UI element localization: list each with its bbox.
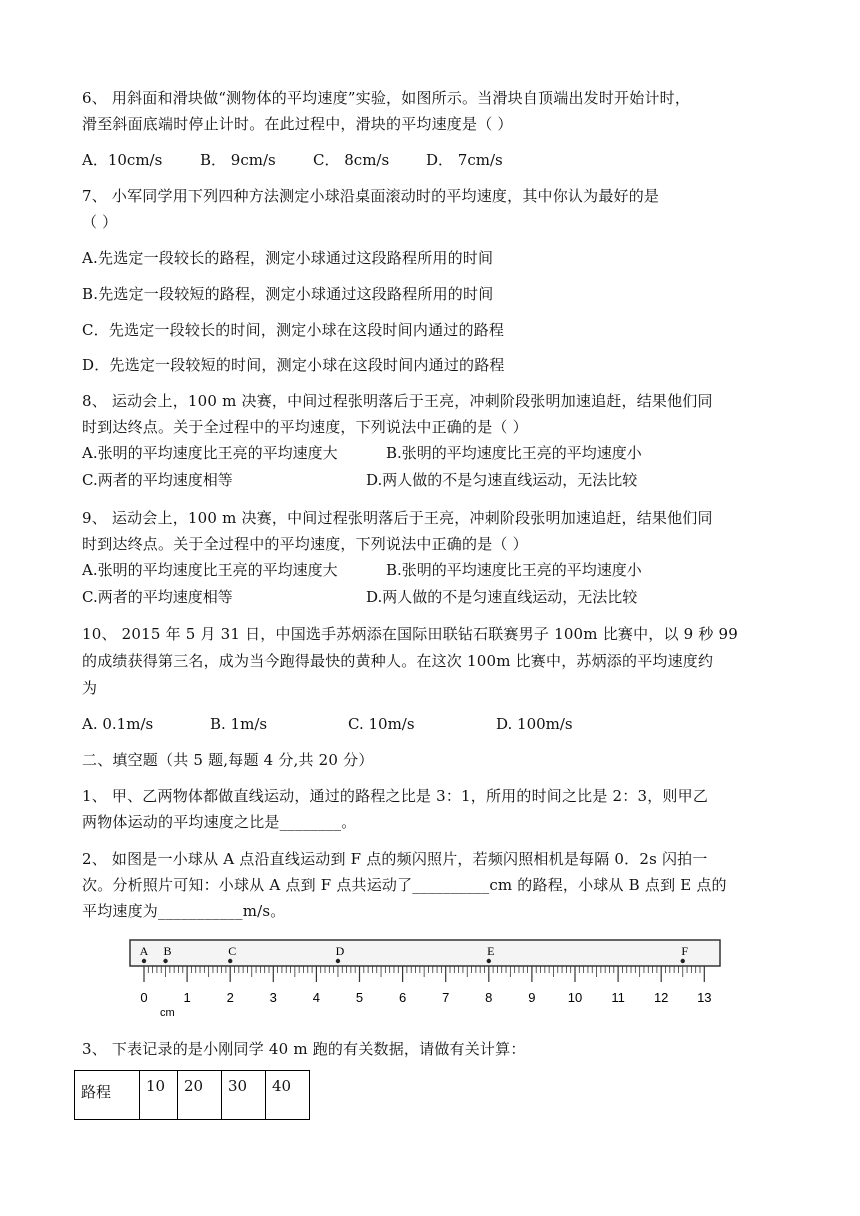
ruler-number: 6 — [398, 990, 407, 1005]
q10-option-a: A. 0.1m/s — [82, 715, 154, 733]
q8-option-a: A.张明的平均速度比王亮的平均速度大 — [82, 444, 338, 462]
table-cell: 20 — [178, 1071, 222, 1120]
q7-line2: （ ） — [82, 213, 118, 231]
q6-line2: 滑至斜面底端时停止计时。在此过程中，滑块的平均速度是（ ） — [82, 115, 513, 133]
f1-line2: 两物体运动的平均速度之比是________。 — [82, 813, 357, 831]
ruler-number: 4 — [312, 990, 321, 1005]
q8-option-b: B.张明的平均速度比王亮的平均速度小 — [386, 444, 642, 462]
q7-option-a: A.先选定一段较长的路程，测定小球通过这段路程所用的时间 — [82, 249, 494, 267]
q9-line1: 9、 运动会上，100 m 决赛，中间过程张明落后于王亮，冲刺阶段张明加速追赶，结果他们同 — [82, 509, 713, 527]
q6-option-d: D． 7cm/s — [426, 151, 503, 169]
ball-point-label: C — [228, 944, 237, 958]
ball-point — [487, 959, 491, 963]
f2-line2: 次。分析照片可知：小球从 A 点到 F 点共运动了__________cm 的路程，小球从 B 点到 E 点的 — [82, 876, 727, 894]
ruler-svg — [128, 936, 724, 1018]
ruler-number: 12 — [653, 990, 669, 1005]
ruler-number: 3 — [269, 990, 277, 1005]
q10-line3: 为 — [82, 679, 98, 697]
q10-option-d: D. 100m/s — [496, 715, 573, 733]
table-cell: 30 — [222, 1071, 266, 1120]
q9-option-c: C.两者的平均速度相等 — [82, 588, 233, 606]
q9-line2: 时到达终点。关于全过程中的平均速度，下列说法中正确的是（ ） — [82, 535, 528, 553]
q6-option-a: A．10cm/s — [82, 151, 163, 169]
ball-point — [163, 959, 167, 963]
section-title: 二、填空题（共 5 题,每题 4 分,共 20 分） — [82, 751, 374, 769]
q9-option-b: B.张明的平均速度比王亮的平均速度小 — [386, 561, 642, 579]
ruler-unit: cm — [160, 1007, 175, 1018]
ball-point-label: F — [681, 944, 689, 958]
ruler-figure — [128, 936, 724, 1018]
ruler-number: 7 — [442, 990, 450, 1005]
ruler-number: 11 — [611, 990, 625, 1005]
q8-option-d: D.两人做的不是匀速直线运动，无法比较 — [366, 471, 638, 489]
q10-option-c: C. 10m/s — [348, 715, 415, 733]
ruler-numbers — [140, 990, 711, 1005]
q10-line2: 的成绩获得第三名，成为当今跑得最快的黄种人。在这次 100m 比赛中，苏炳添的平均速度约 — [82, 652, 714, 670]
ball-point-label: D — [335, 944, 345, 958]
table-header-cell: 路程 — [75, 1071, 140, 1120]
ruler-number: 0 — [140, 990, 148, 1005]
q7-option-b: B.先选定一段较短的路程，测定小球通过这段路程所用的时间 — [82, 285, 494, 303]
q9-option-a: A.张明的平均速度比王亮的平均速度大 — [82, 561, 338, 579]
q7-option-d: D．先选定一段较短的时间，测定小球在这段时间内通过的路程 — [82, 356, 505, 374]
ball-point — [228, 959, 232, 963]
ruler-number: 2 — [226, 990, 234, 1005]
ball-point-label: B — [163, 944, 172, 958]
ruler-number: 10 — [567, 990, 583, 1005]
q8-line1: 8、 运动会上，100 m 决赛，中间过程张明落后于王亮，冲刺阶段张明加速追赶，结果他们同 — [82, 392, 713, 410]
q8-line2: 时到达终点。关于全过程中的平均速度，下列说法中正确的是（ ） — [82, 418, 528, 436]
table-row — [75, 1071, 310, 1120]
f3-line1: 3、 下表记录的是小刚同学 40 m 跑的有关数据，请做有关计算： — [82, 1040, 526, 1058]
ball-point — [681, 959, 685, 963]
table-cell: 40 — [266, 1071, 310, 1120]
f2-line1: 2、 如图是一小球从 A 点沿直线运动到 F 点的频闪照片，若频闪照相机是每隔 0．2s 闪拍一 — [82, 850, 708, 868]
q8-option-c: C.两者的平均速度相等 — [82, 471, 233, 489]
q7-line1: 7、 小军同学用下列四种方法测定小球沿桌面滚动时的平均速度，其中你认为最好的是 — [82, 187, 660, 205]
q6-option-b: B． 9cm/s — [200, 151, 276, 169]
table-cell: 10 — [140, 1071, 178, 1120]
ruler-number: 13 — [697, 990, 712, 1005]
ball-point-label: E — [487, 944, 495, 958]
q10-option-b: B. 1m/s — [210, 715, 268, 733]
photo-strip — [130, 940, 720, 966]
data-table — [74, 1070, 310, 1120]
f1-line1: 1、 甲、乙两物体都做直线运动，通过的路程之比是 3：1，所用的时间之比是 2：3，则甲乙 — [82, 787, 709, 805]
q6-line1: 6、 用斜面和滑块做“测物体的平均速度”实验，如图所示。当滑块自顶端出发时开始计时， — [82, 89, 691, 107]
q6-option-c: C． 8cm/s — [313, 151, 390, 169]
q7-option-c: C．先选定一段较长的时间，测定小球在这段时间内通过的路程 — [82, 321, 505, 339]
ball-point-label: A — [139, 944, 149, 958]
ruler-number: 5 — [355, 990, 364, 1005]
ball-point — [336, 959, 340, 963]
q10-line1: 10、 2015 年 5 月 31 日，中国选手苏炳添在国际田联钻石联赛男子 100m 比赛中，以 9 秒 99 — [82, 625, 739, 643]
ruler-number: 8 — [485, 990, 493, 1005]
ruler-ticks — [144, 966, 704, 982]
ruler-number: 1 — [183, 990, 191, 1005]
q9-option-d: D.两人做的不是匀速直线运动，无法比较 — [366, 588, 638, 606]
ruler-number: 9 — [528, 990, 536, 1005]
f2-line3: 平均速度为___________m/s。 — [82, 902, 286, 920]
ball-point — [142, 959, 146, 963]
